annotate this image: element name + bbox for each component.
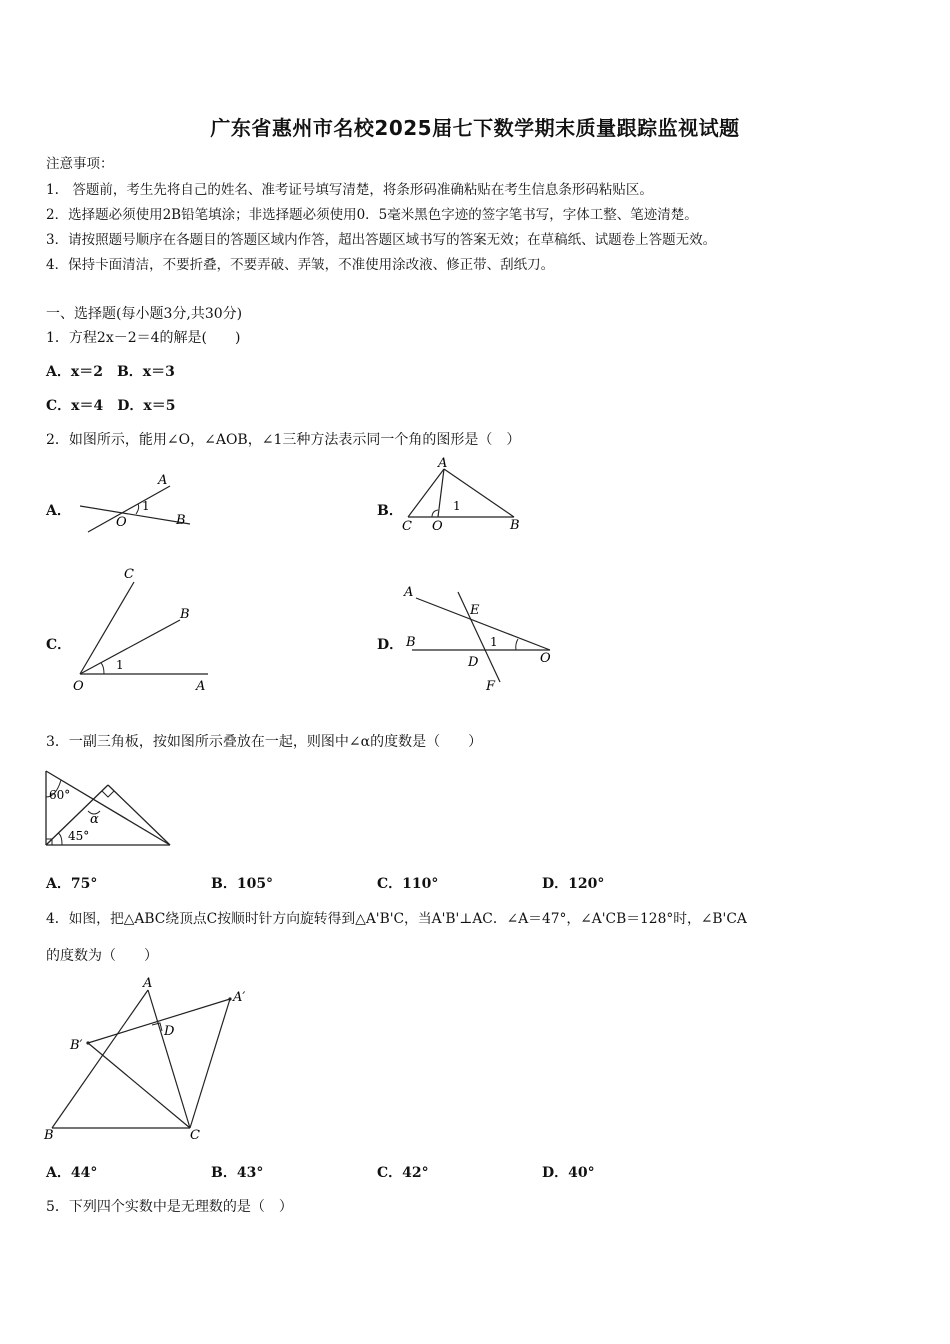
question-2-option-b-label: B． [377, 503, 403, 519]
label-o: O [73, 679, 84, 694]
question-1-options-row1: A．x＝2 B．x＝3 [46, 364, 175, 380]
label-o: O [540, 651, 551, 666]
notice-item: 1. 答题前，考生先将自己的姓名、准考证号填写清楚，将条形码准确粘贴在考生信息条形码粘贴区。 [46, 182, 653, 198]
question-1-options-row2: C．x＝4 D．x＝5 [46, 398, 176, 414]
label-c: C [402, 519, 412, 534]
question-4-option-b: B．43° [211, 1165, 264, 1181]
label-a: A [158, 473, 168, 488]
label-a: A [404, 585, 414, 600]
question-2-figure-c [68, 562, 218, 697]
label-o: O [432, 519, 443, 534]
label-c: C [190, 1128, 200, 1143]
question-3-option-b: B．105° [211, 876, 274, 892]
question-2-figure-b [398, 455, 528, 535]
question-4-stem-line2: 的度数为（ ） [46, 948, 158, 964]
label-e: E [470, 603, 480, 618]
label-b: B [510, 518, 520, 533]
label-alpha: α [90, 812, 99, 827]
question-2-figure-a [70, 462, 200, 537]
question-3-option-a: A．75° [46, 876, 98, 892]
label-1: 1 [116, 658, 124, 672]
label-b-prime: B′ [70, 1038, 83, 1053]
notice-item: 4．保持卡面清洁，不要折叠，不要弄破、弄皱，不准使用涂改液、修正带、刮纸刀。 [46, 257, 555, 273]
question-2-stem: 2．如图所示，能用∠O，∠AOB，∠1三种方法表示同一个角的图形是（ ） [46, 432, 521, 448]
notice-item: 3．请按照题号顺序在各题目的答题区域内作答，超出答题区域书写的答案无效；在草稿纸、试题卷上答题无效。 [46, 232, 717, 248]
label-b: B [180, 607, 190, 622]
question-4-option-a: A．44° [46, 1165, 98, 1181]
label-1: 1 [490, 635, 498, 649]
question-4-stem-line1: 4．如图，把△ABC绕顶点C按顺时针方向旋转得到△A'B'C，当A'B'⊥AC．∠A＝47°，∠A'CB＝128°时，∠B'CA [46, 911, 747, 927]
question-3-option-d: D．120° [542, 876, 605, 892]
question-1-stem: 1．方程2x－2＝4的解是( ) [46, 330, 241, 346]
label-b: B [176, 513, 186, 528]
notice-heading: 注意事项： [46, 156, 114, 172]
label-b: B [406, 635, 416, 650]
label-1: 1 [453, 499, 461, 513]
label-a-prime: A′ [233, 990, 246, 1005]
label-f: F [486, 679, 496, 694]
label-a: A [438, 456, 448, 471]
label-1: 1 [142, 499, 150, 513]
label-b: B [44, 1128, 54, 1143]
question-4-figure [40, 975, 260, 1145]
question-3-option-c: C．110° [377, 876, 439, 892]
label-a: A [196, 679, 206, 694]
question-2-option-a-label: A． [46, 503, 71, 519]
question-2-option-c-label: C． [46, 637, 72, 653]
question-3-figure [42, 767, 177, 852]
question-3-stem: 3．一副三角板，按如图所示叠放在一起，则图中∠α的度数是（ ） [46, 734, 483, 750]
label-45: 45° [68, 829, 90, 843]
label-d: D [468, 655, 479, 670]
question-2-figure-d [398, 578, 563, 698]
question-4-option-d: D．40° [542, 1165, 595, 1181]
question-5-stem: 5．下列四个实数中是无理数的是（ ） [46, 1199, 293, 1215]
question-2-option-d-label: D． [377, 637, 404, 653]
page-title: 广东省惠州市名校2025届七下数学期末质量跟踪监视试题 [210, 116, 740, 140]
label-d: D [164, 1024, 175, 1039]
label-a: A [143, 976, 153, 991]
section-heading: 一、选择题(每小题3分,共30分) [46, 306, 243, 322]
label-o: O [116, 515, 127, 530]
notice-item: 2．选择题必须使用2B铅笔填涂；非选择题必须使用0．5毫米黑色字迹的签字笔书写，字体工整、笔迹清楚。 [46, 207, 698, 223]
label-c: C [124, 567, 134, 582]
label-60: 60° [49, 788, 71, 802]
question-4-option-c: C．42° [377, 1165, 429, 1181]
